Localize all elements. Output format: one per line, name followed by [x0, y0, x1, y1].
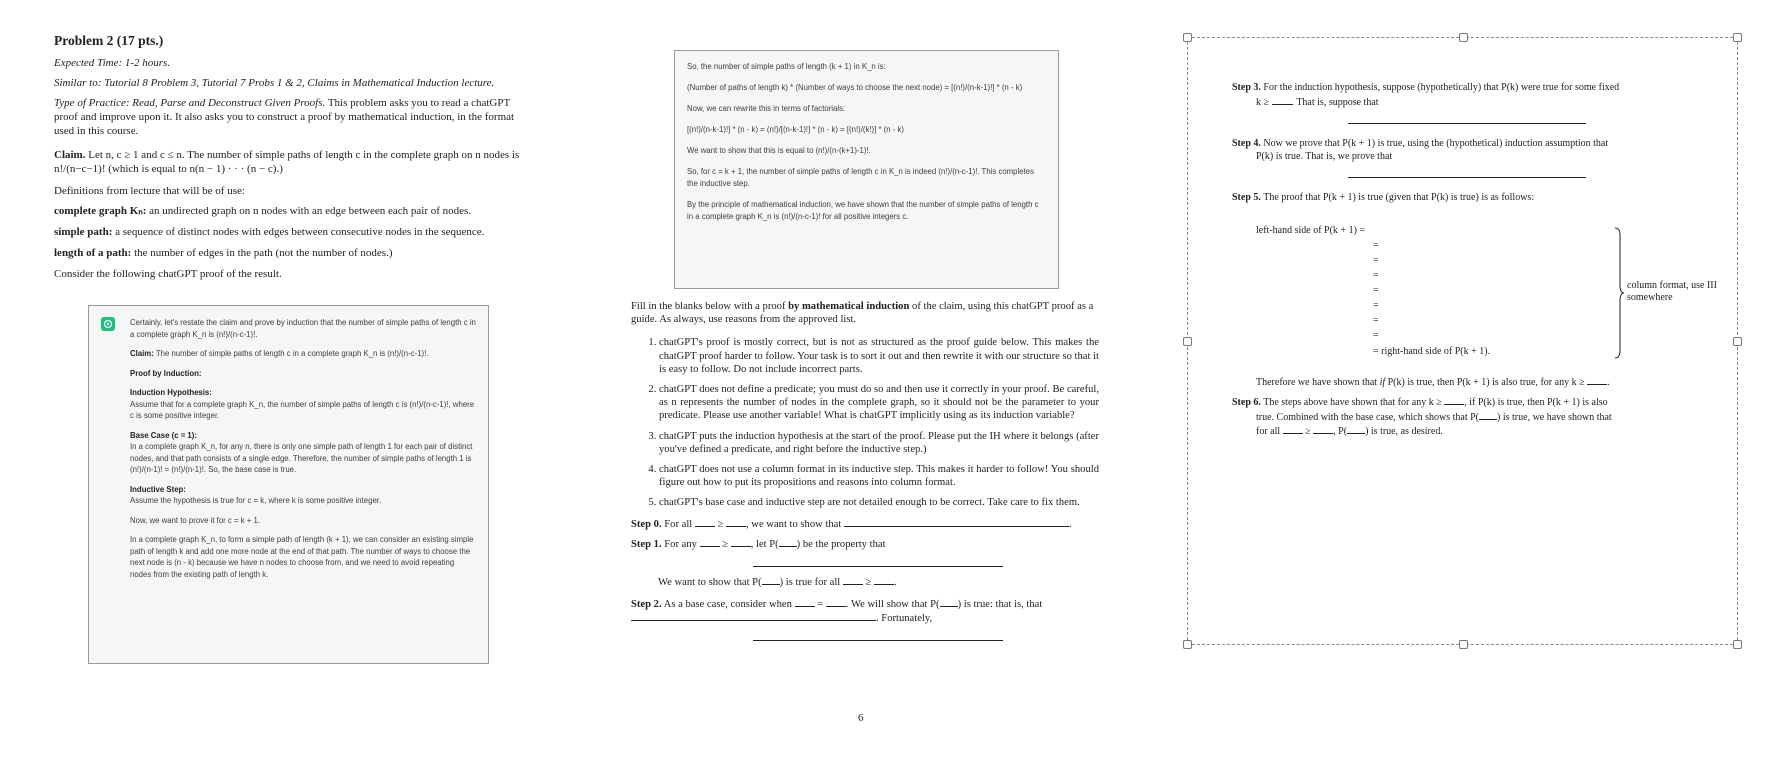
step-4-cont: P(k) is true. That is, we prove that	[1256, 150, 1393, 162]
resize-handle-top-left[interactable]	[1183, 33, 1192, 42]
step-text: For any	[661, 538, 700, 550]
left-column	[54, 34, 529, 287]
step-text: ≥	[862, 577, 874, 589]
instructions-list	[659, 336, 1099, 509]
equals-row: =	[1373, 299, 1379, 311]
step-text: . Fortunately,	[876, 613, 933, 625]
step-label: Step 6.	[1232, 397, 1261, 408]
blank-field[interactable]	[1444, 395, 1464, 405]
chat-line: So, the number of simple paths of length (k + 1) in K_n is:	[687, 62, 886, 71]
blank-field[interactable]	[1587, 375, 1607, 385]
step-text: for all	[1256, 426, 1283, 437]
step-text: The steps above have shown that for any k ≥	[1260, 397, 1445, 408]
chatgpt-proof-box	[88, 305, 489, 664]
chatgpt-logo-icon	[101, 317, 115, 331]
intro-text: of the claim, using this chatGPT proof as a guide. As always, use reasons from the approved list.	[631, 301, 1094, 326]
chat-heading: Inductive Step:	[130, 484, 186, 494]
step-text: The proof that P(k + 1) is true (given that P(k) is true) is as follows:	[1260, 192, 1535, 203]
chat-line: In a complete graph K_n, to form a simple path of length (k + 1), we can consider an existing simple path of length k and add one more node at the end of that path. The number of ways to choose the next node is (n - k) because we have n nodes to choose from, and we need to avoid repeating nodes from the existing path of length k.	[130, 535, 474, 579]
step-text: Therefore we have shown that	[1256, 376, 1380, 388]
step-text: ) is true: that is, that	[957, 599, 1043, 611]
resize-handle-left[interactable]	[1183, 337, 1192, 346]
page-number: 6	[858, 712, 864, 724]
blank-field[interactable]	[695, 517, 715, 527]
step-text: , if P(k) is true, then P(k + 1) is also	[1464, 397, 1608, 408]
practice-paragraph	[54, 96, 529, 138]
step-label: Step 4.	[1232, 138, 1261, 149]
def-path-length	[54, 246, 529, 260]
equals-row: =	[1373, 254, 1379, 266]
want-to-show: We want to show that P( ) is true for all ≥ .	[658, 577, 897, 589]
chat-line: Now, we want to prove it for c = k + 1.	[130, 515, 261, 525]
chat-claim-label: Claim:	[130, 349, 154, 358]
chat-line: (Number of paths of length k) * (Number of ways to choose the next node) = [(n!)/(n-k-1)!] * (n - k)	[687, 83, 1023, 92]
instruction-item: 4. chatGPT does not use a column format in its inductive step. This makes it harder to follow! You should figure out how to put its propositions and reasons into column format.	[659, 463, 1099, 489]
blank-field[interactable]	[795, 597, 815, 607]
step-3-cont	[1256, 95, 1672, 110]
resize-handle-bottom-left[interactable]	[1183, 640, 1192, 649]
blank-field[interactable]	[731, 537, 751, 547]
blank-field[interactable]	[826, 597, 846, 607]
resize-handle-top-right[interactable]	[1733, 33, 1742, 42]
blank-field[interactable]	[843, 575, 863, 585]
defs-intro: Definitions from lecture that will be of use:	[54, 185, 245, 197]
equals-row: =	[1373, 284, 1379, 296]
chat-claim	[130, 348, 476, 360]
instructions-intro	[631, 300, 1099, 326]
similar-to: Similar to: Tutorial 8 Problem 3, Tutorial 7 Probs 1 & 2, Claims in Mathematical Induction lecture.	[54, 77, 495, 89]
step-2	[631, 597, 1099, 625]
chat-claim-text: The number of simple paths of length c in a complete graph K_n is (n!)/(n-c-1)!.	[153, 349, 429, 358]
blank-field[interactable]	[726, 517, 746, 527]
step-label: Step 5.	[1232, 192, 1261, 203]
rhs-label: = right-hand side of P(k + 1).	[1373, 345, 1491, 357]
step-text: For all	[661, 518, 695, 530]
blank-field[interactable]	[940, 597, 958, 607]
step-emphasis: if	[1379, 376, 1386, 388]
chat-line: Assume that for a complete graph K_n, the number of simple paths of length c is (n!)/(n-c-1)!, where c is some positive integer.	[130, 399, 475, 420]
step-6-cont	[1256, 424, 1672, 439]
chat-line: Now, we can rewrite this in terms of factorials:	[687, 104, 846, 113]
answer-line[interactable]	[1348, 123, 1586, 124]
chat-line: Certainly, let's restate the claim and prove by induction that the number of simple paths of length c in a complete graph K_n is (n!)/(n-c-1)!.	[130, 318, 476, 339]
chat-line: Assume the hypothesis is true for c = k, where k is some positive integer.	[130, 496, 382, 505]
step-label: Step 1.	[631, 538, 662, 550]
resize-handle-right[interactable]	[1733, 337, 1742, 346]
step-text: ) is true, we have shown that	[1497, 411, 1612, 423]
def-text: the number of edges in the path (not the number of nodes.)	[131, 247, 393, 259]
step-text: . We will show that P(	[845, 599, 940, 611]
step-3	[1232, 82, 1672, 109]
equals-row: =	[1373, 314, 1379, 326]
answer-line[interactable]	[753, 640, 1003, 641]
step-label: Step 0.	[631, 518, 662, 530]
equals-row: =	[1373, 269, 1379, 281]
step-0: Step 0. For all ≥ , we want to show that .	[631, 518, 1072, 530]
chat-line: In a complete graph K_n, for any n, there is only one simple path of length 1 for each pair of distinct nodes, and that path consists of a single edge. Therefore, the number of simple paths of length 1 is (n!)/(n-1)! = (n!)/(n-1)!. So, the base case is true.	[130, 442, 473, 474]
step-1	[631, 537, 1099, 551]
step-text: . That is, suppose that	[1291, 96, 1379, 108]
step-text: For the induction hypothesis, suppose (hypothetically) that P(k) were true for some fixed	[1260, 82, 1620, 93]
consider-text: Consider the following chatGPT proof of the result.	[54, 268, 282, 280]
problem-title: Problem 2 (17 pts.)	[54, 33, 164, 48]
right-column	[1232, 82, 1717, 445]
therefore-line: Therefore we have shown that if P(k) is true, then P(k + 1) is also true, for any k ≥ .	[1256, 376, 1610, 388]
practice-type: Type of Practice: Read, Parse and Deconstruct Given Proofs.	[54, 97, 326, 109]
blank-field[interactable]	[700, 537, 720, 547]
step-4	[1232, 138, 1672, 163]
step-text: ≥	[1302, 426, 1314, 437]
practice-desc: This problem asks you to read a chatGPT proof and improve upon it. It also asks you to construct a proof by mathematical induction, in the format used in this course.	[54, 97, 515, 137]
step-label: Step 2.	[631, 599, 662, 611]
brace-note: column format, use III somewhere	[1627, 279, 1717, 303]
step-text: Now we prove that P(k + 1) is true, using the (hypothetical) induction assumption that	[1260, 138, 1609, 149]
blank-field[interactable]	[1313, 424, 1333, 434]
step-6-cont	[1256, 410, 1672, 425]
blank-field[interactable]	[1347, 424, 1365, 434]
blank-field[interactable]	[844, 517, 1069, 527]
def-text: an undirected graph on n nodes with an edge between each pair of nodes.	[146, 205, 472, 217]
intro-text: Fill in the blanks below with a proof	[631, 301, 789, 312]
def-term: simple path:	[54, 226, 113, 238]
answer-line[interactable]	[753, 566, 1003, 567]
step-text: We want to show that P(	[658, 577, 762, 589]
def-text: a sequence of distinct nodes with edges between consecutive nodes in the sequence.	[112, 226, 485, 238]
resize-handle-top[interactable]	[1459, 33, 1468, 42]
blank-field[interactable]	[1479, 410, 1497, 420]
lhs-label: left-hand side of P(k + 1) =	[1256, 224, 1366, 236]
equals-row: =	[1373, 239, 1379, 251]
def-complete-graph	[54, 204, 529, 218]
chat-line: We want to show that this is equal to (n!)/(n-(k+1)-1)!.	[687, 146, 871, 155]
claim-label: Claim.	[54, 149, 86, 161]
step-6	[1232, 395, 1672, 439]
step-text: ≥	[719, 538, 731, 550]
instruction-item: 1. chatGPT's proof is mostly correct, but is not as structured as the proof guide below. This makes the chatGPT proof harder to follow. Your task is to sort it out and then rewrite it with our structure so that it is easy to follow. Do not include incorrect parts.	[659, 336, 1099, 376]
def-term: complete graph Kₙ:	[54, 205, 147, 217]
resize-handle-bottom[interactable]	[1459, 640, 1468, 649]
right-brace-icon	[1614, 227, 1624, 359]
step-text: k ≥	[1256, 96, 1272, 108]
blank-field[interactable]	[779, 537, 797, 547]
chat-heading: Base Case (c = 1):	[130, 430, 197, 440]
expected-time: Expected Time: 1-2 hours.	[54, 57, 171, 69]
equals-row: =	[1373, 329, 1379, 341]
step-text: , let P(	[750, 538, 779, 550]
def-term: length of a path:	[54, 247, 132, 259]
step-text: true. Combined with the base case, which shows that P(	[1256, 411, 1480, 423]
instruction-item: 5. chatGPT's base case and inductive step are not detailed enough to be correct. Take care to fix them.	[659, 496, 1099, 509]
step-text: As a base case, consider when	[661, 599, 795, 611]
column-format-block	[1232, 224, 1717, 365]
step-label: Step 3.	[1232, 82, 1261, 93]
intro-emphasis: by mathematical induction	[788, 301, 910, 312]
middle-column	[631, 300, 1099, 649]
def-simple-path	[54, 225, 529, 239]
blank-field[interactable]	[762, 575, 780, 585]
chat-heading: Proof by Induction:	[130, 368, 202, 378]
blank-field[interactable]	[1283, 424, 1303, 434]
chat-heading: Induction Hypothesis:	[130, 388, 212, 397]
claim-paragraph	[54, 148, 529, 176]
step-text: ) is true for all	[779, 577, 843, 589]
step-text: ) is true, as desired.	[1365, 426, 1443, 437]
step-text: =	[814, 599, 826, 611]
step-5	[1232, 192, 1672, 205]
chat-line: [(n!)/(n-k-1)!] * (n - k) = (n!)/[(n-k-1)!] * (n - k) = [(n!)/(k!)] * (n - k)	[687, 125, 905, 134]
instruction-item: 3. chatGPT puts the induction hypothesis at the start of the proof. Please put the IH where it belongs (after you've defined a predicate, and right before the inductive step.)	[659, 430, 1099, 456]
step-text: , P(	[1333, 426, 1348, 437]
chat-line: So, for c = k + 1, the number of simple paths of length c in K_n is indeed (n!)/(n-c-1)!. This completes the inductive step.	[687, 167, 1034, 188]
resize-handle-bottom-right[interactable]	[1733, 640, 1742, 649]
step-text: ) be the property that	[796, 538, 886, 550]
step-text: ≥	[714, 518, 726, 530]
answer-line[interactable]	[1348, 177, 1586, 178]
blank-field[interactable]	[874, 575, 894, 585]
claim-text: Let n, c ≥ 1 and c ≤ n. The number of simple paths of length c in the complete graph on n nodes is n!/(n−c−1)! (which is equal to n(n − 1) · · · (n − c).)	[54, 149, 520, 175]
blank-field[interactable]	[1272, 95, 1292, 105]
step-text: , we want to show that	[746, 518, 844, 530]
instruction-item: 2. chatGPT does not define a predicate; you must do so and then use it correctly in your proof. Be careful, as n represents the number of nodes in the complete graph, so it should not be the parameter to your predicate. Please use another variable! What is chatGPT implicitly using as its induction variable?	[659, 383, 1099, 423]
blank-field[interactable]	[631, 611, 876, 621]
step-text: P(k) is true, then P(k + 1) is also true, for any k ≥	[1385, 376, 1588, 388]
chat-line: By the principle of mathematical induction, we have shown that the number of simple paths of length c in a complete graph K_n is (n!)/(n-c-1)! for all positive integers c.	[687, 200, 1039, 221]
chatgpt-proof-continued-box	[674, 50, 1059, 289]
